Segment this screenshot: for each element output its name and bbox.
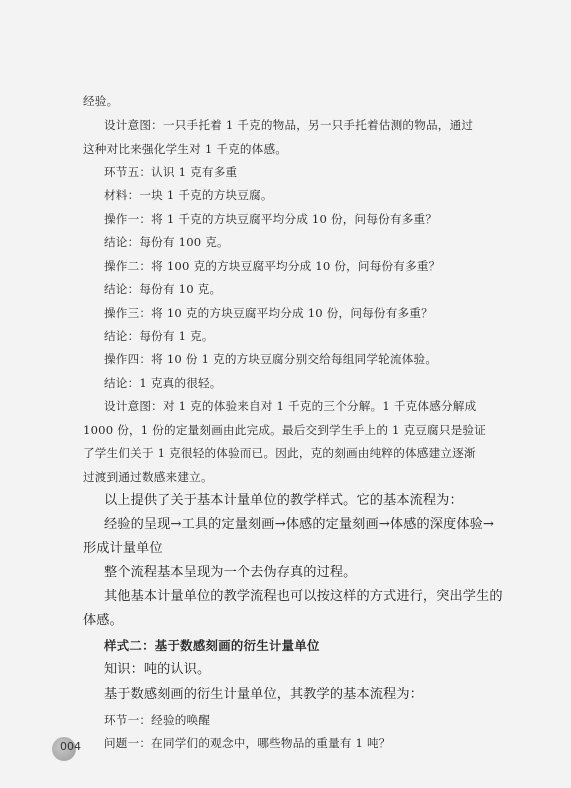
text-line: 整个流程基本呈现为一个去伪存真的过程。 [104, 565, 357, 580]
text-line: 知识：吨的认识。 [104, 662, 211, 677]
text-line: 结论：每份有 1 克。 [104, 329, 214, 343]
text-line: 设计意图：对 1 克的体验来自对 1 千克的三个分解。1 千克体感分解成 [104, 399, 477, 413]
text-line: 体感。 [83, 613, 123, 628]
text-line: 经验的呈现→工具的定量刻画→体感的定量刻画→体感的深度体验→ [104, 517, 495, 532]
text-line: 了学生们关于 1 克很轻的体验而已。因此，克的刻画由纯粹的体感建立逐渐 [83, 446, 476, 460]
text-line: 结论：1 克真的很轻。 [104, 376, 222, 390]
text-line: 以上提供了关于基本计量单位的教学样式。它的基本流程为： [104, 493, 463, 508]
text-line: 操作四：将 10 份 1 克的方块豆腐分别交给每组同学轮流体验。 [104, 352, 438, 366]
text-line: 环节五：认识 1 克有多重 [104, 165, 238, 179]
text-line: 这种对比来强化学生对 1 千克的体感。 [83, 142, 288, 156]
text-line: 基于数感刻画的衍生计量单位，其教学的基本流程为： [104, 687, 423, 702]
text-line: 环节一：经验的唤醒 [104, 713, 211, 727]
text-line: 问题一：在同学们的观念中，哪些物品的重量有 1 吨？ [104, 736, 391, 750]
text-line: 操作一：将 1 千克的方块豆腐平均分成 10 份，问每份有多重？ [104, 212, 438, 226]
text-line: 设计意图：一只手托着 1 千克的物品，另一只手托着估测的物品，通过 [104, 118, 474, 132]
text-line: 结论：每份有 100 克。 [104, 235, 229, 249]
section-heading: 样式二：基于数感刻画的衍生计量单位 [104, 638, 320, 653]
text-line: 形成计量单位 [83, 541, 163, 556]
text-line: 操作二：将 100 克的方块豆腐平均分成 10 份，问每份有多重？ [104, 259, 441, 273]
text-line: 过渡到通过数感来建立。 [83, 470, 213, 484]
text-line: 经验。 [83, 94, 119, 108]
text-line: 操作三：将 10 克的方块豆腐平均分成 10 份，问每份有多重？ [104, 306, 433, 320]
page-number: 004 [60, 740, 81, 753]
text-line: 1000 份，1 份的定量刻画由此完成。最后交到学生手上的 1 克豆腐只是验证 [83, 423, 487, 437]
text-line: 其他基本计量单位的教学流程也可以按这样的方式进行，突出学生的 [104, 589, 503, 604]
text-line: 材料：一块 1 千克的方块豆腐。 [104, 188, 273, 202]
text-line: 结论：每份有 10 克。 [104, 282, 222, 296]
